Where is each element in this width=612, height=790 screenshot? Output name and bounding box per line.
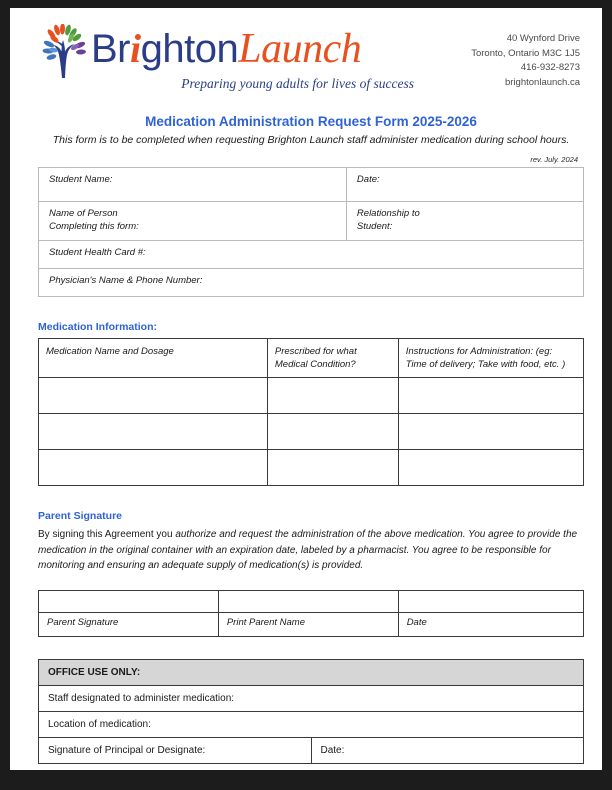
physician-field[interactable]: Physician's Name & Phone Number: (39, 268, 584, 296)
table-row (39, 268, 584, 296)
table-row (39, 685, 584, 711)
brand-name-part2: ghton (140, 27, 239, 71)
completed-by-field[interactable] (39, 202, 347, 241)
table-row (39, 168, 584, 202)
brand-wordmark (91, 22, 361, 70)
parent-signature-heading: Parent Signature (38, 510, 123, 523)
table-header-row (39, 338, 584, 378)
office-use-table (38, 659, 584, 764)
column-header-medication-name: Medication Name and Dosage (39, 338, 268, 378)
medication-name-cell[interactable] (39, 378, 268, 414)
health-card-field[interactable]: Student Health Card #: (39, 240, 584, 268)
medication-name-cell[interactable] (39, 450, 268, 486)
table-row (39, 202, 584, 241)
table-row (39, 378, 584, 414)
column-header-condition (267, 338, 398, 378)
brand-tagline: Preparing young adults for lives of success (181, 76, 414, 91)
table-row (39, 590, 584, 612)
signature-date-label: Date (398, 612, 583, 636)
print-parent-name-input[interactable] (218, 590, 398, 612)
medication-table (38, 338, 584, 487)
address-phone: 416-932-8273 (520, 62, 580, 74)
logo-row (38, 22, 418, 80)
brand-name-launch: Launch (238, 26, 362, 72)
medication-name-cell[interactable] (39, 414, 268, 450)
table-row (39, 240, 584, 268)
staff-designated-field[interactable]: Staff designated to administer medication: (39, 685, 584, 711)
completed-by-label-line2: Completing this form: (49, 220, 139, 232)
table-header-row (39, 659, 584, 685)
medication-instructions-cell[interactable] (398, 414, 583, 450)
relationship-field[interactable] (346, 202, 583, 241)
medication-instructions-cell[interactable] (398, 378, 583, 414)
document-header (38, 22, 584, 108)
print-parent-name-label: Print Parent Name (218, 612, 398, 636)
table-row (39, 737, 584, 763)
table-row (39, 450, 584, 486)
instructions-header-line2: Time of delivery; Take with food, etc. ) (405, 358, 566, 370)
relationship-label-line2: Student: (356, 220, 393, 232)
principal-signature-field[interactable]: Signature of Principal or Designate: (39, 737, 312, 763)
student-name-field[interactable]: Student Name: (39, 168, 347, 202)
agreement-plain-text: By signing this Agreement you (38, 529, 176, 541)
medication-section-heading: Medication Information: (38, 320, 157, 333)
brand-block (38, 22, 418, 92)
condition-header-line2: Medical Condition? (274, 358, 356, 370)
medication-condition-cell[interactable] (267, 450, 398, 486)
location-of-medication-field[interactable]: Location of medication: (39, 711, 584, 737)
instructions-header-line1: Instructions for Administration: (eg: (405, 345, 553, 357)
agreement-text (38, 527, 584, 574)
parent-signature-label: Parent Signature (39, 612, 219, 636)
address-website: brightonlaunch.ca (505, 77, 580, 89)
document-page (10, 8, 602, 770)
signature-table (38, 590, 584, 637)
form-subtitle: This form is to be completed when requesting Brighton Launch staff administer medication during school hours. (52, 134, 570, 146)
completed-by-label-line1: Name of Person (49, 208, 118, 219)
signature-date-input[interactable] (398, 590, 583, 612)
office-use-heading: OFFICE USE ONLY: (39, 659, 584, 685)
parent-signature-input[interactable] (39, 590, 219, 612)
date-field[interactable]: Date: (346, 168, 583, 202)
tree-icon (38, 24, 90, 80)
column-header-instructions (398, 338, 583, 378)
brand-name-i: i (130, 26, 141, 71)
address-block (471, 22, 584, 91)
agreement-italic-text: authorize and request the administration of the above medication. You agree to provide the medication in the original container with an expiration date, labeled by a pharmacist. You agree to be responsible for monitoring and ensuring an adequate supply of medication(s) is provided. (38, 529, 578, 572)
table-row (39, 711, 584, 737)
relationship-label-line1: Relationship to (356, 208, 420, 219)
medication-instructions-cell[interactable] (398, 450, 583, 486)
form-sheet (10, 8, 602, 770)
student-info-table (38, 167, 584, 297)
medication-condition-cell[interactable] (267, 414, 398, 450)
table-row (39, 414, 584, 450)
condition-header-line1: Prescribed for what (274, 345, 357, 357)
revision-note: rev. July. 2024 (530, 155, 578, 164)
medication-condition-cell[interactable] (267, 378, 398, 414)
address-street: 40 Wynford Drive (506, 33, 580, 44)
address-city: Toronto, Ontario M3C 1J5 (471, 47, 580, 59)
page-title: Medication Administration Request Form 2025-2026 (145, 114, 477, 129)
table-row (39, 612, 584, 636)
office-date-field[interactable]: Date: (311, 737, 584, 763)
brand-name-part1: Br (91, 27, 130, 71)
